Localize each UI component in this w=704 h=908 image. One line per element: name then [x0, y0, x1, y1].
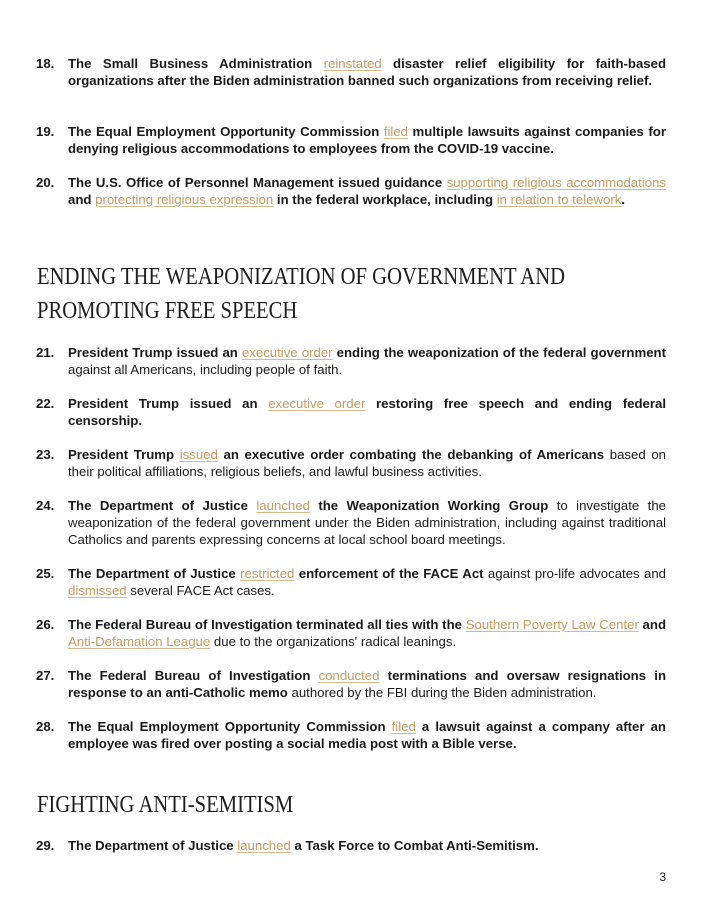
- bold-text: .: [621, 192, 626, 207]
- bold-text: a lawsuit against a company after an employee was fired over posting a social media post with a Bible verse.: [68, 719, 666, 751]
- item-number: 27.: [36, 668, 55, 683]
- bold-text: The Department of Justice: [68, 838, 238, 853]
- item-number: 23.: [36, 447, 55, 462]
- bold-text: President Trump issued an: [68, 345, 242, 360]
- item-number: 18.: [36, 56, 55, 71]
- list-item-18: [36, 55, 666, 89]
- body-text: due to the organizations' radical leanings.: [210, 634, 457, 649]
- bold-text: The Equal Employment Opportunity Commission: [68, 124, 384, 139]
- body-text: based on their political affiliations, religious beliefs, and lawful business activities.: [68, 447, 666, 479]
- body-text: against all Americans, including people of faith.: [68, 362, 343, 377]
- bold-text: and: [68, 192, 96, 207]
- inline-link[interactable]: restricted: [240, 566, 295, 581]
- list-item-23: [36, 446, 666, 480]
- page-number: 3: [659, 870, 666, 884]
- item-text: [68, 616, 666, 650]
- item-number: 25.: [36, 566, 55, 581]
- inline-link[interactable]: in relation to telework: [496, 192, 622, 207]
- body-text: to investigate the weaponization of the federal government under the Biden administration, including against traditional Catholics and parents expressing concerns at local school board meetings.: [68, 498, 666, 547]
- list-item-25: [36, 565, 666, 599]
- bold-text: The Department of Justice: [68, 498, 257, 513]
- inline-link[interactable]: executive order: [241, 345, 333, 360]
- inline-link[interactable]: executive order: [268, 396, 366, 411]
- item-text: [68, 395, 666, 429]
- body-text: authored by the FBI during the Biden administration.: [287, 685, 597, 700]
- item-number: 20.: [36, 175, 55, 190]
- list-item-22: [36, 395, 666, 429]
- item-text: [68, 497, 666, 548]
- bold-text: President Trump issued an: [68, 396, 269, 411]
- item-number: 21.: [36, 345, 55, 360]
- item-text: [68, 718, 666, 752]
- item-number: 19.: [36, 124, 55, 139]
- section-heading-anti-semitism: FIGHTING ANTI-SEMITISM: [37, 792, 294, 818]
- list-item-26: [36, 616, 666, 650]
- item-text: [68, 55, 666, 89]
- bold-text: multiple lawsuits against companies for denying religious accommodations to employees from the COVID-19 vaccine.: [68, 124, 666, 156]
- item-text: [68, 123, 666, 157]
- list-item-19: [36, 123, 666, 157]
- bold-text: the Weaponization Working Group: [309, 498, 549, 513]
- section-heading-weaponization: ENDING THE WEAPONIZATION OF GOVERNMENT AND PROMOTING FREE SPEECH: [37, 264, 566, 324]
- bold-text: and: [638, 617, 667, 632]
- item-text: [68, 837, 666, 854]
- item-text: [68, 446, 666, 480]
- item-number: 22.: [36, 396, 55, 411]
- list-item-27: [36, 667, 666, 701]
- bold-text: in the federal workplace, including: [273, 192, 497, 207]
- bold-text: a Task Force to Combat Anti-Semitism.: [290, 838, 539, 853]
- bold-text: enforcement of the FACE Act: [294, 566, 484, 581]
- body-text: against pro-life advocates and: [483, 566, 667, 581]
- inline-link[interactable]: dismissed: [68, 583, 127, 598]
- bold-text: an executive order combating the debanking of Americans: [217, 447, 605, 462]
- inline-link[interactable]: Southern Poverty Law Center: [465, 617, 639, 632]
- bold-text: The Small Business Administration: [68, 56, 324, 71]
- bold-text: President Trump: [68, 447, 180, 462]
- item-number: 24.: [36, 498, 55, 513]
- item-text: [68, 565, 666, 599]
- inline-link[interactable]: launched: [237, 838, 291, 853]
- list-item-24: [36, 497, 666, 548]
- item-text: [68, 174, 666, 208]
- inline-link[interactable]: supporting religious accommodations: [446, 175, 666, 190]
- list-item-28: [36, 718, 666, 752]
- inline-link[interactable]: launched: [256, 498, 310, 513]
- item-text: [68, 344, 666, 378]
- inline-link[interactable]: issued: [179, 447, 218, 462]
- item-number: 29.: [36, 838, 55, 853]
- inline-link[interactable]: reinstated: [323, 56, 382, 71]
- bold-text: The Equal Employment Opportunity Commission: [68, 719, 392, 734]
- inline-link[interactable]: protecting religious expression: [95, 192, 274, 207]
- bold-text: The Department of Justice: [68, 566, 241, 581]
- list-item-20: [36, 174, 666, 208]
- inline-link[interactable]: filed: [383, 124, 409, 139]
- bold-text: restoring free speech and ending federal censorship.: [68, 396, 666, 428]
- bold-text: disaster relief eligibility for faith-based organizations after the Biden administration banned such organizations from receiving relief.: [68, 56, 666, 88]
- item-number: 28.: [36, 719, 55, 734]
- bold-text: terminations and oversaw resignations in response to an anti-Catholic memo: [68, 668, 666, 700]
- list-item-29: [36, 837, 666, 854]
- inline-link[interactable]: Anti-Defamation League: [68, 634, 211, 649]
- item-number: 26.: [36, 617, 55, 632]
- list-item-21: [36, 344, 666, 378]
- bold-text: The Federal Bureau of Investigation terminated all ties with the: [68, 617, 466, 632]
- bold-text: The U.S. Office of Personnel Management issued guidance: [68, 175, 447, 190]
- body-text: several FACE Act cases.: [126, 583, 275, 598]
- bold-text: The Federal Bureau of Investigation: [68, 668, 319, 683]
- bold-text: ending the weaponization of the federal government: [332, 345, 666, 360]
- item-text: [68, 667, 666, 701]
- inline-link[interactable]: filed: [391, 719, 416, 734]
- inline-link[interactable]: conducted: [318, 668, 380, 683]
